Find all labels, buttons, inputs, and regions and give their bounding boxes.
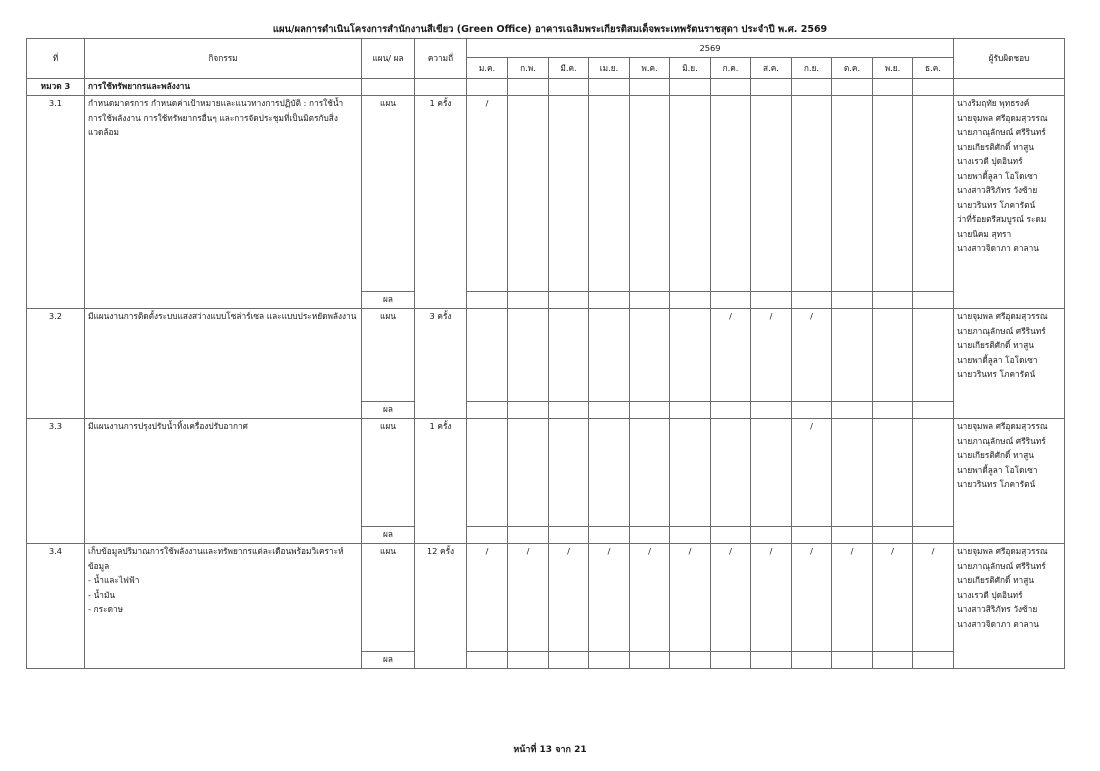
responsible-person: นายจุมพล ศรีอุดมสุวรรณ (957, 421, 1048, 431)
responsible-list (954, 419, 1065, 544)
responsible-person: นายนิคม สุทรา (957, 228, 1012, 239)
responsible-person: นายเกียรติศักดิ์ ทาสูน (957, 141, 1034, 152)
month-result-cell (913, 292, 954, 309)
month-result-cell (751, 652, 792, 669)
plan-label: แผน (362, 544, 415, 652)
activity-plan-row (27, 309, 1065, 402)
activity-sub-item: - น้ำและไฟฟ้า (88, 575, 140, 585)
month-plan-cell (711, 96, 751, 292)
month-result-cell (832, 652, 873, 669)
month-result-cell (630, 292, 670, 309)
month-plan-cell: / (549, 544, 589, 652)
responsible-person: นายเกียรติศักดิ์ ทาสูน (957, 340, 1034, 350)
month-header: พ.ย. (873, 58, 913, 79)
responsible-person: นายพาดี้ลูลา โอโดเซา (957, 170, 1038, 181)
month-plan-cell (873, 419, 913, 527)
month-plan-cell: / (711, 544, 751, 652)
month-result-cell (508, 402, 549, 419)
month-result-cell (913, 402, 954, 419)
month-plan-cell: / (670, 544, 711, 652)
month-header: ม.ค. (467, 58, 508, 79)
month-result-cell (467, 292, 508, 309)
month-plan-cell (670, 309, 711, 402)
month-result-cell (913, 527, 954, 544)
month-result-cell (873, 652, 913, 669)
result-label: ผล (362, 652, 415, 669)
month-plan-cell (549, 419, 589, 527)
month-result-cell (873, 527, 913, 544)
month-result-cell (711, 652, 751, 669)
month-plan-cell (913, 96, 954, 292)
responsible-person: นายจุมพล ศรีอุดมสุวรรณ (957, 112, 1048, 123)
activity-number: 3.2 (27, 309, 85, 419)
month-result-cell (549, 402, 589, 419)
month-plan-cell: / (711, 309, 751, 402)
responsible-person: นายเกียรติศักดิ์ ทาสูน (957, 450, 1034, 460)
frequency-value: 1 ครั้ง (415, 96, 467, 309)
month-plan-cell: / (913, 544, 954, 652)
month-plan-cell: / (873, 544, 913, 652)
responsible-person: นางเรวดี ปุดอินทร์ (957, 589, 1023, 600)
responsible-person: นายภาณุลักษณ์ ศรีรินทร์ (957, 127, 1046, 137)
responsible-list (954, 544, 1065, 669)
month-result-cell (630, 402, 670, 419)
header-year: 2569 (467, 39, 954, 58)
month-plan-cell: / (467, 96, 508, 292)
month-result-cell (751, 527, 792, 544)
month-result-cell (913, 652, 954, 669)
result-label: ผล (362, 292, 415, 309)
month-plan-cell (508, 309, 549, 402)
activity-plan-row (27, 544, 1065, 652)
month-plan-cell (630, 309, 670, 402)
activity-sub-item: - น้ำมัน (88, 589, 116, 600)
frequency-value: 3 ครั้ง (415, 309, 467, 419)
month-result-cell (589, 402, 630, 419)
responsible-person: นายภาณุลักษณ์ ศรีรินทร์ (957, 560, 1046, 571)
frequency-value: 12 ครั้ง (415, 544, 467, 669)
month-plan-cell (589, 419, 630, 527)
month-result-cell (467, 652, 508, 669)
activity-number: 3.3 (27, 419, 85, 544)
activity-description (85, 96, 362, 309)
month-header: ก.ค. (711, 58, 751, 79)
month-plan-cell (508, 96, 549, 292)
responsible-list (954, 309, 1065, 419)
month-result-cell (873, 292, 913, 309)
responsible-person: นางสาวจิดาภา ตาลาน (957, 618, 1039, 629)
month-result-cell (670, 292, 711, 309)
month-plan-cell: / (751, 544, 792, 652)
responsible-list (954, 96, 1065, 309)
month-result-cell (792, 652, 832, 669)
section-name: การใช้ทรัพยากรและพลังงาน (85, 79, 362, 96)
header-activity: กิจกรรม (85, 39, 362, 79)
month-header: เม.ย. (589, 58, 630, 79)
month-plan-cell (589, 96, 630, 292)
section-row (27, 79, 1065, 96)
month-result-cell (589, 652, 630, 669)
month-plan-cell (670, 96, 711, 292)
month-plan-cell (549, 96, 589, 292)
month-result-cell (832, 527, 873, 544)
month-plan-cell (549, 309, 589, 402)
month-plan-cell (873, 96, 913, 292)
month-result-cell (670, 652, 711, 669)
month-result-cell (630, 527, 670, 544)
responsible-person: นายภาณุลักษณ์ ศรีรินทร์ (957, 325, 1046, 336)
month-plan-cell: / (751, 309, 792, 402)
month-result-cell (549, 292, 589, 309)
month-plan-cell: / (467, 544, 508, 652)
month-header: ก.ย. (792, 58, 832, 79)
activity-number: 3.1 (27, 96, 85, 309)
document-title: แผน/ผลการดำเนินโครงการสำนักงานสีเขียว (Green Office) อาคารเฉลิมพระเกียรติสมเด็จพระเทพรัตนราชสุดา ประจำปี พ.ศ. 2569 (272, 24, 828, 35)
month-plan-cell: / (589, 544, 630, 652)
month-result-cell (508, 652, 549, 669)
month-header: ธ.ค. (913, 58, 954, 79)
month-header: พ.ค. (630, 58, 670, 79)
frequency-value: 1 ครั้ง (415, 419, 467, 544)
month-result-cell (792, 402, 832, 419)
month-plan-cell (589, 309, 630, 402)
month-plan-cell (792, 96, 832, 292)
activity-plan-row (27, 96, 1065, 292)
activity-sub-item: - กระดาษ (88, 604, 124, 614)
month-result-cell (751, 292, 792, 309)
activity-description (85, 544, 362, 669)
activity-number: 3.4 (27, 544, 85, 669)
month-result-cell (670, 402, 711, 419)
month-plan-cell (832, 96, 873, 292)
month-plan-cell: / (832, 544, 873, 652)
month-plan-cell (751, 96, 792, 292)
month-result-cell (508, 527, 549, 544)
activity-description (85, 309, 362, 419)
month-plan-cell (670, 419, 711, 527)
activity-text: มีแผนงานการปรุงปรับน้ำทิ้งเครื่องปรับอากาศ (88, 421, 248, 431)
responsible-person: นางสาวสิริภัทร วังซ้าย (957, 604, 1038, 614)
plan-label: แผน (362, 309, 415, 402)
activity-text: เก็บข้อมูลปริมาณการใช้พลังงานและทรัพยากรแต่ละเดือนพร้อมวิเคราะห์ข้อมูล (88, 546, 344, 571)
month-header: ต.ค. (832, 58, 873, 79)
activity-description (85, 419, 362, 544)
month-result-cell (711, 402, 751, 419)
month-result-cell (711, 527, 751, 544)
responsible-person: นายจุมพล ศรีอุดมสุวรรณ (957, 311, 1048, 321)
month-plan-cell (711, 419, 751, 527)
header-plan-result: แผน/ ผล (362, 39, 415, 79)
plan-label: แผน (362, 96, 415, 292)
month-result-cell (549, 527, 589, 544)
month-plan-cell: / (792, 309, 832, 402)
month-result-cell (792, 527, 832, 544)
month-plan-cell (913, 419, 954, 527)
responsible-person: นายวรินทร โภคารัตน์ (957, 479, 1036, 489)
responsible-person: นายพาดี้ลูลา โอโดเซา (957, 464, 1038, 475)
activity-plan-row (27, 419, 1065, 527)
month-result-cell (670, 527, 711, 544)
responsible-person: นางเรวดี ปุดอินทร์ (957, 156, 1023, 166)
header-no: ที่ (27, 39, 85, 79)
month-plan-cell: / (792, 544, 832, 652)
month-result-cell (630, 652, 670, 669)
month-result-cell (467, 402, 508, 419)
month-header: มิ.ย. (670, 58, 711, 79)
month-plan-cell (508, 419, 549, 527)
month-plan-cell (630, 96, 670, 292)
month-plan-cell: / (508, 544, 549, 652)
responsible-person: นางริมฤทัย พุทธรงค์ (957, 98, 1030, 108)
month-result-cell (589, 527, 630, 544)
page-number: หน้าที่ 13 จาก 21 (513, 745, 587, 755)
month-plan-cell: / (630, 544, 670, 652)
month-result-cell (508, 292, 549, 309)
month-result-cell (711, 292, 751, 309)
month-result-cell (832, 292, 873, 309)
month-result-cell (467, 527, 508, 544)
responsible-person: นายพาดี้ลูลา โอโดเซา (957, 354, 1038, 365)
responsible-person: นายจุมพล ศรีอุดมสุวรรณ (957, 546, 1048, 556)
month-plan-cell (832, 419, 873, 527)
header-responsible: ผู้รับผิดชอบ (954, 39, 1065, 79)
month-header: ส.ค. (751, 58, 792, 79)
responsible-person: นางสาวสิริภัทร วังซ้าย (957, 185, 1038, 195)
header-frequency: ความถี่ (415, 39, 467, 79)
month-result-cell (873, 402, 913, 419)
month-plan-cell (630, 419, 670, 527)
responsible-person: นายวรินทร โภคารัตน์ (957, 199, 1036, 210)
responsible-person: นางสาวจิดาภา ตาลาน (957, 243, 1039, 253)
month-plan-cell (467, 419, 508, 527)
month-header: มี.ค. (549, 58, 589, 79)
responsible-person: นายวรินทร โภคารัตน์ (957, 369, 1036, 379)
month-plan-cell (467, 309, 508, 402)
month-result-cell (549, 652, 589, 669)
responsible-person: ว่าที่ร้อยตรีสมบูรณ์ ระดม (957, 214, 1047, 224)
section-number: หมวด 3 (27, 79, 85, 96)
result-label: ผล (362, 527, 415, 544)
activity-text: มีแผนงานการติดตั้งระบบแสงสว่างแบบโซล่าร์เซล และแบบประหยัดพลังงาน (88, 311, 357, 321)
result-label: ผล (362, 402, 415, 419)
month-plan-cell (832, 309, 873, 402)
month-result-cell (832, 402, 873, 419)
plan-label: แผน (362, 419, 415, 527)
month-plan-cell (913, 309, 954, 402)
month-result-cell (792, 292, 832, 309)
responsible-person: นายภาณุลักษณ์ ศรีรินทร์ (957, 435, 1046, 446)
month-result-cell (589, 292, 630, 309)
month-plan-cell (751, 419, 792, 527)
month-plan-cell: / (792, 419, 832, 527)
month-result-cell (751, 402, 792, 419)
month-header: ก.พ. (508, 58, 549, 79)
activity-text: กำหนดมาตรการ กำหนดค่าเป้าหมายและแนวทางการปฏิบัติ : การใช้น้ำ การใช้พลังงาน การใช้ทรัพยากรอื่นๆ และการจัดประชุมที่เป็นมิตรกับสิ่งแวดล้อม (88, 98, 344, 137)
month-plan-cell (873, 309, 913, 402)
plan-table (26, 38, 1065, 669)
responsible-person: นายเกียรติศักดิ์ ทาสูน (957, 575, 1034, 585)
